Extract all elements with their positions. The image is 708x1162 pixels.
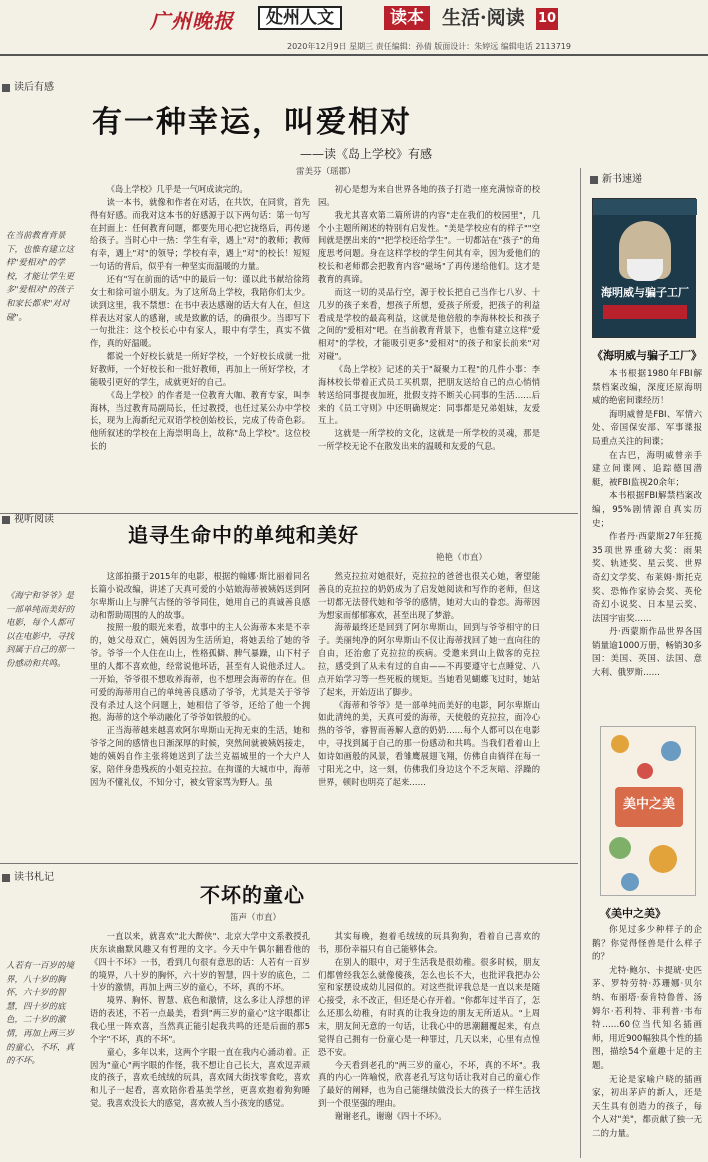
decor-dot	[621, 873, 639, 891]
section2-col2	[318, 570, 540, 858]
section-red: 读本	[384, 6, 430, 30]
section2-sidebar: 《海宁和爷爷》是一部单纯而美好的电影，每个人都可以在电影中，寻找到属于自己的那一份感动和共鸣。	[6, 591, 75, 669]
section3-byline: 笛声（市直）	[230, 913, 282, 923]
paragraph: 海蒂最终还是回到了阿尔卑斯山，回到与爷爷相守的日子。美丽纯净的阿尔卑斯山不仅让海蒂找回了她一直向往的自由，还治愈了克拉拉的疾病。受邀来到山上做客的克拉拉，感受到了从未有过的自由——不再要遵守七点睡觉、八点开始学习等一些死板的规矩。当她看见蝴蝶飞过时，她站了起来，开始迈出了脚步。	[318, 622, 540, 697]
section1-byline: 雷美芬（瑶郡）	[296, 167, 356, 177]
section2-col1	[90, 570, 310, 858]
paper-name: 广州晚报	[150, 9, 234, 33]
section3-col2	[318, 930, 540, 1158]
paragraph: 《海蒂和爷爷》是一部单纯而美好的电影，阿尔卑斯山如此清纯的美，天真可爱的海蒂，天使般的克拉拉，面冷心热的爷爷，睿智而善解人意的奶奶……每个人都可以在电影中，寻找到属于自己的那一份感动和共鸣。当我们看着山上如诗如画般的风景，看雏鹰展翅飞翔，仿佛自由徜徉在每一寸阳光之中，这一刻，仿佛我们身边这个不乏灰暗、浮躁的世界，顿时也明亮了起来……	[318, 699, 540, 787]
paragraph: 读一本书，就像和作者在对话，在共饮，在同赏，首先得有好感。而我对这本书的好感源于以下两句话：第一句写在封面上：任何教育问题，都要先用心把它拢络后，再传递给孩子。当时心中一热：学生有幸，遇上"对"的教师；教师有幸，遇上"对"的领导；学校有幸，遇上"对"的校长！短短一句话的背后，似乎有一种坚实而温暖的力量。	[90, 196, 310, 272]
paragraph: 我尤其喜欢第二篇所讲的内容"走在我们的校园里"，几个小主题所阐述的特别有启发性。"美是学校应有的样子""空间就是摆出来的""把学校还给学生"。一切都站在"孩子"的角度思考问题。身在这样学校的学生何其有幸，因为爱他们的校长和老师都会把教育内容"磁场"了再传递给他们。这才是教育的真谛。	[318, 209, 540, 285]
section2-byline: 艳艳（市直）	[436, 553, 488, 563]
paragraph: 正当海蒂越来越喜欢阿尔卑斯山无拘无束的生活，她和爷爷之间的感情也日渐深厚的时候，突然间就被姨妈接走，她的姨妈自作主张将她送到了法兰克福城里的一个大户人家，陪伴身患残疾的小姐克拉拉。在拘谨的大城市中，海蒂因为不懂礼仪，不知分寸，被女管家骂为野人。虽	[90, 725, 310, 787]
section-box: 处州人文	[258, 6, 342, 30]
paragraph: 《岛上学校》的作者是一位教育大咖、教育专家，叫李海林，当过教育局副局长，任过教授，也任过某公办中学校长，现为上海新纪元双语学校创始校长，完成了传奇色彩。他所叙述的学校在上海崇明岛上，故称"岛上学校"。这位校长的	[90, 389, 310, 452]
section1-col2	[318, 183, 540, 508]
decor-dot	[637, 763, 653, 779]
section-divider	[0, 863, 578, 864]
masthead	[0, 0, 708, 38]
paragraph: 然克拉拉对她很好，克拉拉的爸爸也很关心她，奢望能善良的克拉拉的奶奶成为了启发她阅读和写作的老师，但这一切都无法替代她和爷爷的感情，她对大山的眷恋。海蒂因为想家而郁郁寡欢，甚至出现了梦游。	[318, 571, 540, 620]
section-divider	[0, 513, 578, 514]
paragraph: 还有"写在前面的话"中的最后一句：谨以此书献给徐筠女士和徐可谊小朋友。为了这所岛上学校，我陪你们太少。读到这里，我不禁想：在书中表达感谢的话大有人在，但这样表达对家人的感谢，或是致歉的话，的确很少。当即写下一句批注：这个校长心中有家人，眼中有学生，真实不做作，真的好温暖。	[90, 274, 310, 349]
info-line: 2020年12月9日 星期三 责任编辑：孙倩 版面设计：朱婷远 编辑电话 2113719	[150, 41, 708, 56]
paragraph: 在古巴，海明威曾亲手建立间谍网、追踪德国潜艇，被FBI监视20余年；	[592, 450, 702, 488]
beard-shape	[627, 259, 663, 281]
paragraph: 作者丹·西蒙斯27年狂揽35项世界重磅大奖：雨果奖、轨迹奖、星云奖、世界奇幻文学奖、布莱姆·斯托克奖、恐怖作家协会奖、英伦奇幻小说奖、日本星云奖、法国宇宙奖……	[592, 532, 702, 624]
section-label-reading: 读后有感	[0, 80, 54, 96]
book1-cover-title: 海明威与骗子工厂	[601, 286, 689, 299]
paragraph: 而这一切的灵品行空，源于校长把自己当作七八岁、十几岁的孩子来看，想孩子所想，爱孩子所爱，把孩子的利益看成是学校的最高利益，这就是他倍般的李海林校长和孩子之间的"爱相对"吧。在当前教育背景下，也惟有建立这样"爱相对"的学校，才能吸引更多"爱相对"的孩子和家长前来"对对碰"。	[318, 286, 540, 362]
paragraph: 一直以来，就喜欢"北大醉侠"、北京大学中文系教授孔庆东读幽默风趣又有哲理的文字。今天中午偶尔翻看他的《四十不坏》一书，看到几句很有意思的话：人若有一百岁的境界，八十岁的胸怀，六十岁的智慧，四十岁的底色，二十岁的激情，再加上两三岁的童心，不坏，真的不坏。	[90, 931, 310, 993]
section-label-newbooks: 新书速递	[588, 172, 642, 188]
cover-band	[603, 305, 687, 319]
decor-dot	[609, 837, 631, 859]
paragraph: 丹·西蒙斯作品世界各国销量逾1000万册，畅销30多国：美国、英国、法国、意大利、俄罗斯……	[592, 627, 702, 679]
book2-title: 《美中之美》	[600, 907, 666, 920]
book1-description	[592, 368, 702, 716]
paragraph: 《岛上学校》记述的关于"凝聚力工程"的几件小事：李海林校长带着正式员工买机票，把朋友送给自己的点心悄悄转送给同事提夜加班，批假支持不断关心同事的生活……后来的《员工守则》中还明确规定：同事都是兄弟姐妹，友爱互上。	[318, 364, 540, 426]
paragraph: 这部拍摄于2015年的电影，根据约翰娜·斯比丽着同名长篇小说改编，讲述了天真可爱的小姑娘海蒂被姨妈送到阿尔卑斯山上与脾气古怪的爷爷同住，她用自己的真诚善良感动和帮助周围的人的故事。	[90, 571, 310, 620]
paragraph: 童心，多年以来，这两个字眼一直在我内心涌动着。正因为"童心"两字眼的作怪，我不想让自己长大，喜欢逗弄顽皮的孩子，喜欢毛绒绒的玩具，喜欢阔大街找零食吃，喜欢和儿子一起看，喜欢陪你看基美学丝，更喜欢抱着狗狗睡觉。我喜欢没长大的感觉，喜欢被人当小孩宠的感觉。	[90, 1046, 310, 1109]
section-title: 生活·阅读	[442, 7, 525, 29]
decor-dot	[661, 741, 681, 761]
book1-cover	[592, 198, 696, 338]
paragraph: 按照一般的眼光来看，故事中的主人公海蒂本来是不幸的，她父母双亡，姨妈因为生活所迫，将她丢给了她的爷爷。爷爷一个人住在山上，性格孤僻、脾气暴躁，山下村子里的人都不喜欢他，经常说他坏话，甚至有人说他杀过人。一开始，爷爷很不想收养海蒂，也不想理会海蒂的存在。但可爱的海蒂用自己的单纯善良感动了爷爷，尤其是关于爷爷没有杀过人这个问题上，她相信了爷爷，还给了他一个拥抱。海蒂的这个举动融化了爷爷如铁般的心。	[90, 622, 310, 723]
section1-title: 有一种幸运，叫爱相对	[92, 105, 412, 140]
section3-col1	[90, 930, 310, 1158]
paragraph: 都说一个好校长就是一所好学校，一个好校长成就一批好教师，一个好校长和一批好教师，再加上一所好学校，才能吸引更好的学生，成就更好的自己。	[90, 351, 310, 387]
section1-col1	[90, 183, 310, 508]
section3-title: 不坏的童心	[200, 883, 305, 907]
column-divider	[580, 168, 581, 1158]
section3-sidebar: 人若有一百岁的境界，八十岁的胸怀，六十岁的智慧，四十岁的底色，二十岁的激情，再加上两三岁的童心，不坏，真的不坏。	[6, 961, 75, 1067]
book2-description	[592, 924, 702, 1158]
decor-dot	[649, 845, 677, 873]
paragraph: 初心是想为来自世界各地的孩子打造一座充满惊奇的校园。	[318, 184, 540, 207]
paragraph: 《岛上学校》几乎是一气呵成读完的。	[106, 184, 248, 194]
paragraph: 你见过多少种样子的企鹅？你觉得怪兽是什么样子的？	[592, 925, 702, 963]
section1-subtitle: ——读《岛上学校》有感	[300, 147, 433, 161]
paragraph: 今天看到老孔的"两三岁的童心，不坏，真的不坏"。我真的内心一阵喻悦，欣喜老孔写这句话让我对自己的童心作了最好的阐释，也为自己能继续做没长大的孩子一样生活找到一个很坚强的理由。	[318, 1059, 540, 1109]
paragraph: 其实每晚，抱着毛绒绒的玩具狗狗，看着自己喜欢的书，那份幸福只有自己能够体会。	[318, 931, 540, 954]
paragraph: 谢谢老孔，谢谢《四十不坏》。	[334, 1111, 447, 1122]
section-label-notes: 读书札记	[0, 870, 54, 886]
paragraph: 在别人的眼中，对于生活我是很幼稚。很多时候，朋友们都曾经我怎么就像傻孩，怎么也长不大，也批评我把办公室和家摆设成幼儿园似的。对这些批评我总是一直以来是随心接受，永不改正，但还是心存开着。"你都年过半百了，怎么还那么幼稚，有时真的让我身边的朋友无所适从。"上周末，朋友间无意的一句话，让我心中的思潮翻覆起来，有点觉得自己拥有一份童心是一种罪过，几天以来，心里有点惶恐不安。	[318, 956, 540, 1057]
page-number: 10	[536, 8, 558, 30]
section-label-film: 视听阅读	[0, 512, 54, 528]
paragraph: 无论是家喻户晓的插画家，初出茅庐的新人，还是天生具有创造力的孩子，每个人对"美"，都贡献了独一无二的力量。	[592, 1074, 702, 1139]
paragraph: 尤特·鲍尔、卡提琥·史匹茅、罗特劳特·苏珊娜·贝尔纳、布丽塔·泰肯特鲁普、汤姆尔·若利特、菲利普·韦布特……60位当代知名插画师，用近900幅独具个性的插图，描绘54个童趣十足的主题。	[592, 965, 702, 1071]
paragraph: 境界、胸怀、智慧、底色和激情，这么多让人浮想的评语的表述，不若一点最美，看到"两三岁的童心"这字眼都让我心里一阵欢喜，当然真正能引起我共鸣的还是后面的那5个字"不坏，真的不坏"。	[90, 995, 310, 1044]
book2-cover-title: 美中之美	[622, 797, 675, 812]
top-rule	[0, 54, 708, 56]
paragraph: 本书根据1980年FBI解禁档案改编，深度还原海明威的绝密间谍经历！	[592, 369, 702, 407]
paragraph: 这就是一所学校的文化，这就是一所学校的灵魂，那是一所学校无论不在散发出来的温暖和友爱的气息。	[318, 428, 540, 452]
book2-cover	[600, 726, 696, 896]
book1-title: 《海明威与骗子工厂》	[592, 349, 702, 362]
paragraph: 本书根据FBI解禁档案改编，95%剧情源自真实历史；	[592, 491, 702, 529]
section1-sidebar: 在当前教育背景下，也惟有建立这样"爱相对"的学校，才能让学生更多"爱相对"的孩子和家长都来"对对碰"。	[6, 231, 75, 323]
section2-title: 追寻生命中的单纯和美好	[128, 523, 359, 547]
paragraph: 海明威曾是FBI、军情六处、帝国保安部、军事谍报局重点关注的间谍；	[592, 409, 702, 447]
decor-dot	[611, 735, 629, 753]
